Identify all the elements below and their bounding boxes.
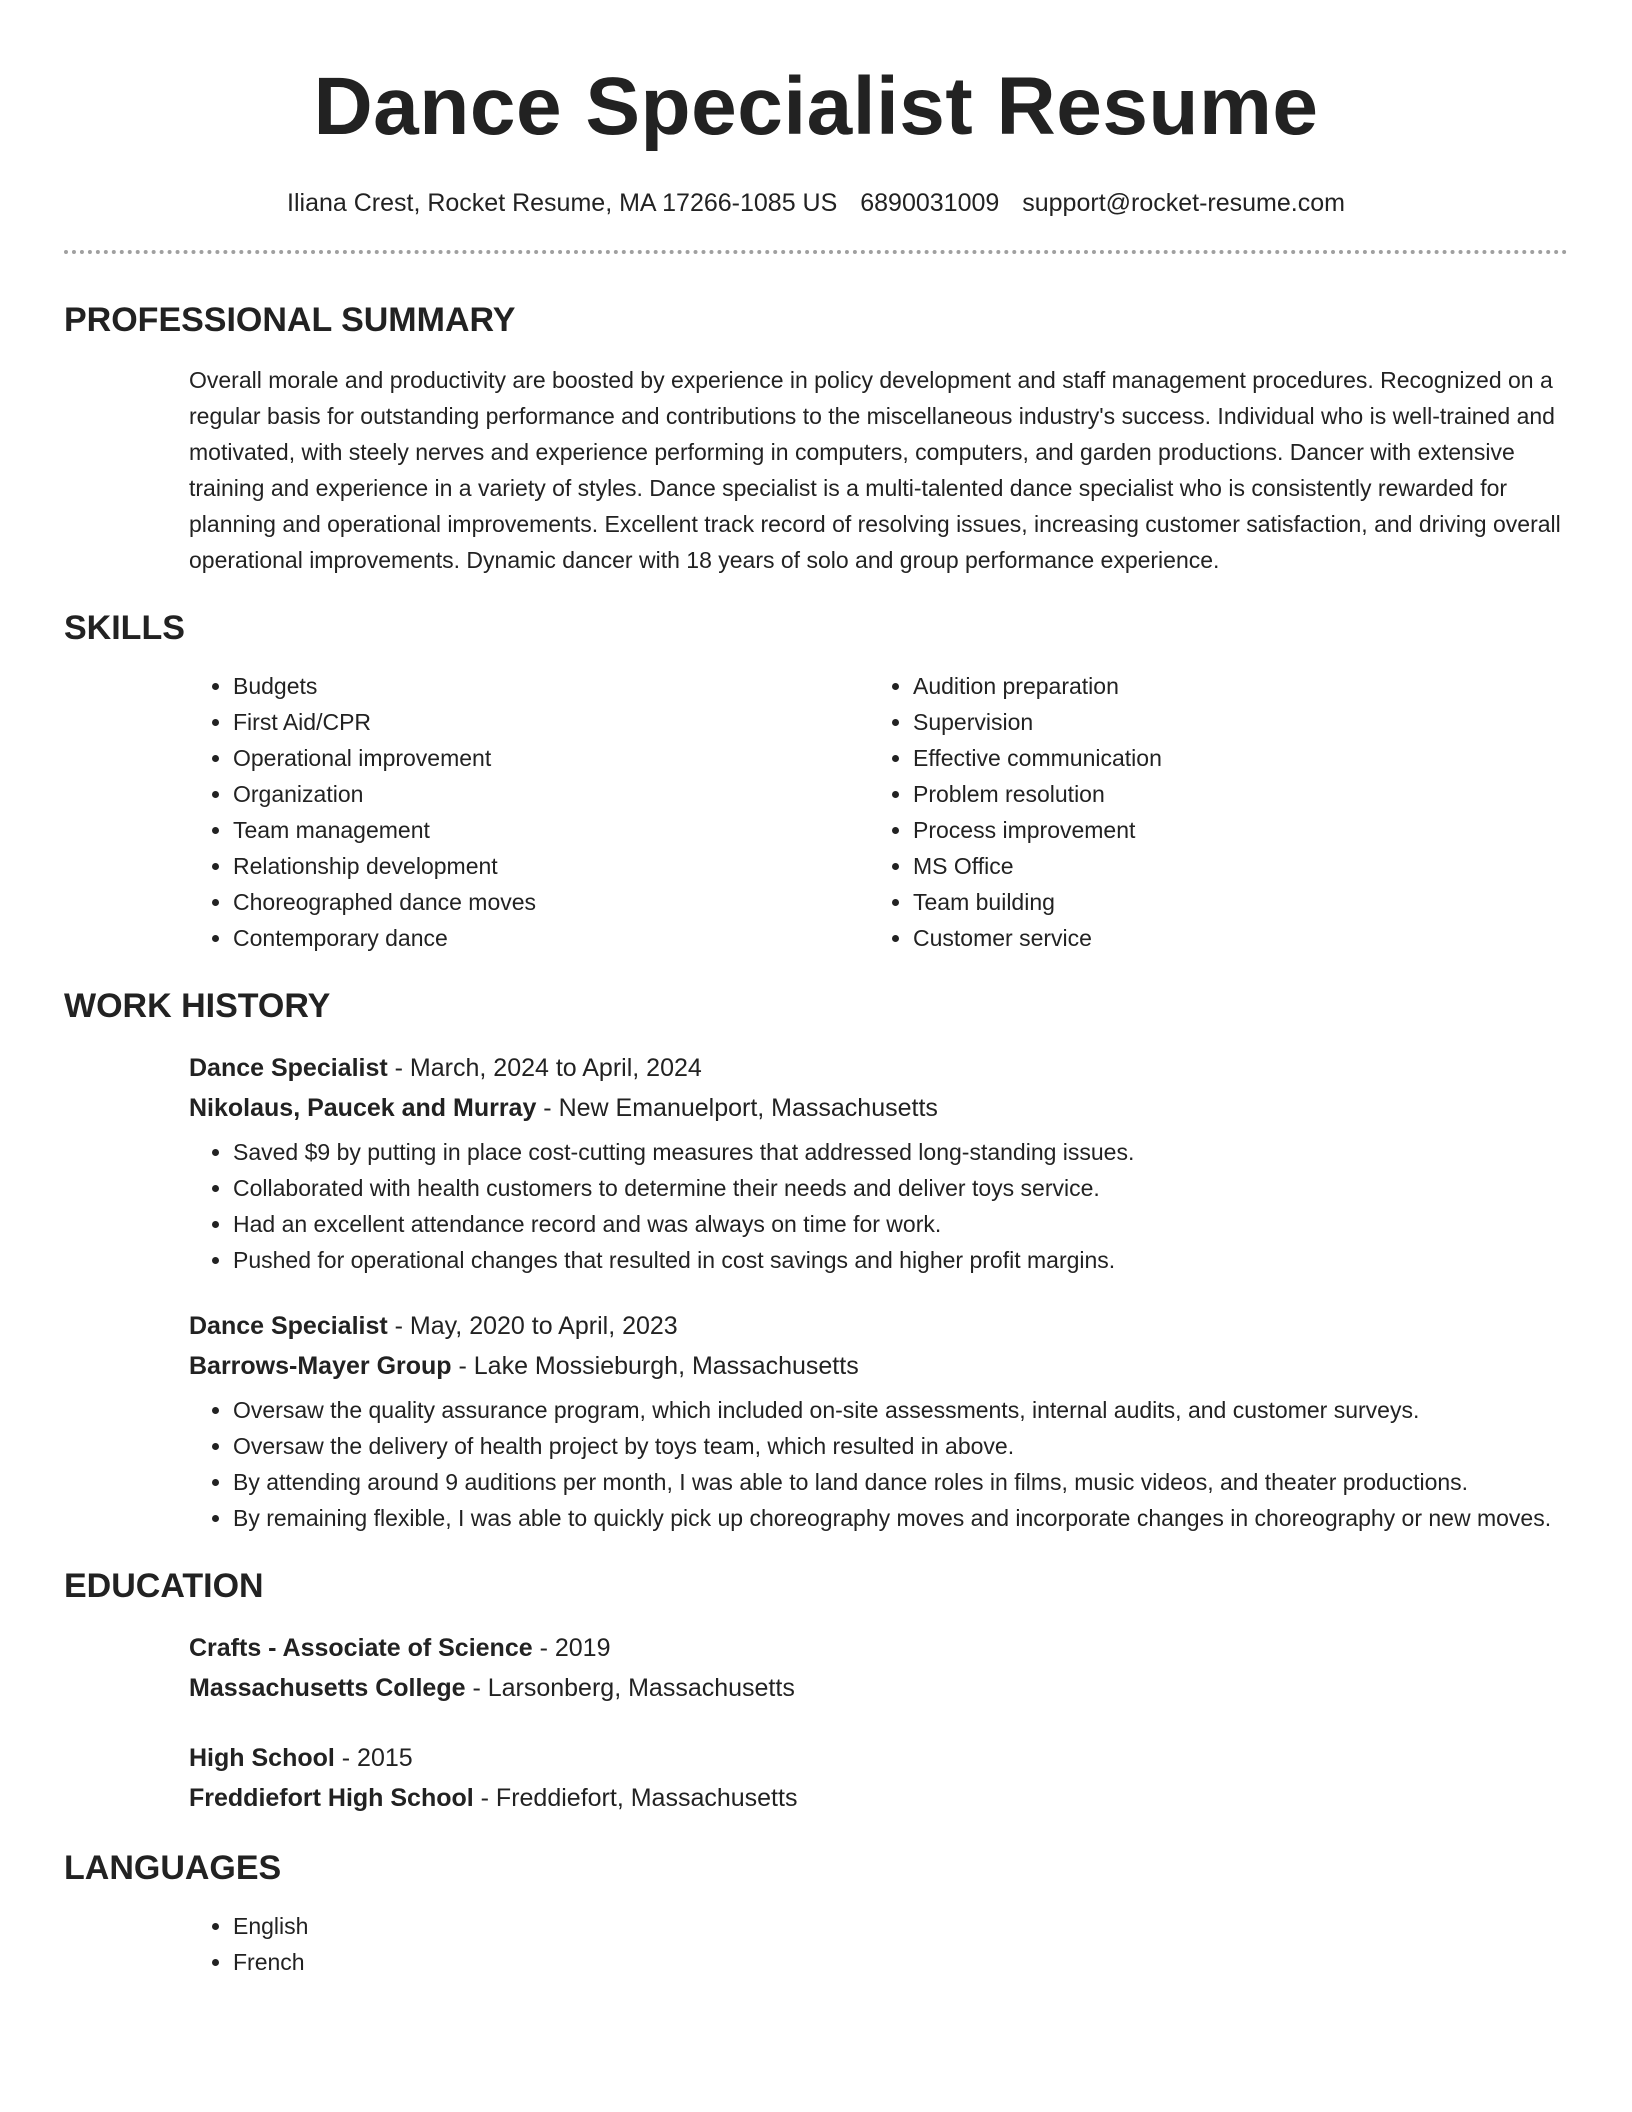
skill-item: • First Aid/CPR [233, 704, 869, 740]
job-location: - Lake Mossieburgh, Massachusetts [451, 1352, 859, 1380]
job-entry [189, 1306, 1568, 1536]
job-title: Dance Specialist [189, 1054, 388, 1082]
job-bullet: • Collaborated with health customers to determine their needs and deliver toys service. [233, 1170, 1568, 1206]
header-divider [64, 250, 1568, 254]
education-school-line [189, 1668, 1568, 1708]
job-bullet: • By remaining flexible, I was able to quickly pick up choreography moves and incorporate changes in choreography or new moves. [233, 1500, 1568, 1536]
skill-item: • Problem resolution [913, 776, 1549, 812]
skill-item: • Relationship development [233, 848, 869, 884]
skill-item: • Audition preparation [913, 668, 1549, 704]
contact-email: support@rocket-resume.com [1022, 189, 1345, 217]
job-location: - New Emanuelport, Massachusetts [536, 1094, 938, 1122]
contact-phone: 6890031009 [860, 189, 1000, 217]
job-bullet: • Had an excellent attendance record and was always on time for work. [233, 1206, 1568, 1242]
job-dates: - March, 2024 to April, 2024 [387, 1054, 702, 1082]
skill-item: • Organization [233, 776, 869, 812]
job-title: Dance Specialist [189, 1312, 388, 1340]
job-company: Barrows-Mayer Group [189, 1352, 452, 1380]
job-bullets [189, 1392, 1568, 1536]
job-bullet: • Oversaw the quality assurance program, which included on-site assessments, internal audits, and customer surveys. [233, 1392, 1568, 1428]
job-title-line [189, 1306, 1568, 1346]
languages-heading: LANGUAGES [64, 1849, 282, 1887]
education-location: - Larsonberg, Massachusetts [465, 1674, 795, 1702]
education-heading: EDUCATION [64, 1567, 264, 1605]
job-bullet: • Oversaw the delivery of health project by toys team, which resulted in above. [233, 1428, 1568, 1464]
skills-column-right [869, 668, 1549, 956]
languages-section [64, 1848, 1568, 1980]
skills-list [189, 668, 1568, 956]
job-company: Nikolaus, Paucek and Murray [189, 1094, 537, 1122]
job-bullet: • By attending around 9 auditions per month, I was able to land dance roles in films, music videos, and theater productions. [233, 1464, 1568, 1500]
skill-item: • Budgets [233, 668, 869, 704]
page-title: Dance Specialist Resume [313, 61, 1319, 152]
education-school: Freddiefort High School [189, 1784, 474, 1812]
job-company-line [189, 1346, 1568, 1386]
skills-column-left [189, 668, 869, 956]
skills-heading: SKILLS [64, 609, 185, 647]
education-school: Massachusetts College [189, 1674, 466, 1702]
contact-address: Iliana Crest, Rocket Resume, MA 17266-1085 US [287, 189, 838, 217]
education-degree: High School [189, 1744, 335, 1772]
job-bullet: • Pushed for operational changes that resulted in cost savings and higher profit margins. [233, 1242, 1568, 1278]
job-bullets [189, 1134, 1568, 1278]
skill-item: • Process improvement [913, 812, 1549, 848]
education-year: - 2019 [532, 1634, 611, 1662]
job-bullet: • Saved $9 by putting in place cost-cutting measures that addressed long-standing issues. [233, 1134, 1568, 1170]
education-section [64, 1566, 1568, 1818]
skill-item: • Effective communication [913, 740, 1549, 776]
skill-item: • Team building [913, 884, 1549, 920]
skill-item: • Supervision [913, 704, 1549, 740]
languages-list [189, 1908, 1568, 1980]
education-degree-line [189, 1738, 1568, 1778]
language-item: • French [233, 1944, 1568, 1980]
skills-section [64, 608, 1568, 956]
work-history-section [64, 986, 1568, 1536]
education-entry [189, 1628, 1568, 1708]
education-entry [189, 1738, 1568, 1818]
job-entry [189, 1048, 1568, 1278]
summary-heading: PROFESSIONAL SUMMARY [64, 301, 516, 339]
education-degree: Crafts - Associate of Science [189, 1634, 533, 1662]
skill-item: • Customer service [913, 920, 1549, 956]
skill-item: • Choreographed dance moves [233, 884, 869, 920]
skill-item: • Operational improvement [233, 740, 869, 776]
education-school-line [189, 1778, 1568, 1818]
skill-item: • Contemporary dance [233, 920, 869, 956]
job-title-line [189, 1048, 1568, 1088]
education-year: - 2015 [334, 1744, 413, 1772]
work-history-heading: WORK HISTORY [64, 987, 331, 1025]
language-item: • English [233, 1908, 1568, 1944]
job-company-line [189, 1088, 1568, 1128]
skill-item: • MS Office [913, 848, 1549, 884]
summary-text: Overall morale and productivity are boosted by experience in policy development and staff management procedures. Recognized on a regular basis for outstanding performance and contributions to the miscellaneous industry's success. Individual who is well-trained and motivated, with steely nerves and experience performing in computers, computers, and garden productions. Dancer with extensive training and experience in a variety of styles. Dance specialist is a multi-talented dance specialist who is consistently rewarded for planning and operational improvements. Excellent track record of resolving issues, increasing customer satisfaction, and driving overall operational improvements. Dynamic dancer with 18 years of solo and group performance experience. [189, 367, 1561, 573]
education-degree-line [189, 1628, 1568, 1668]
job-dates: - May, 2020 to April, 2023 [387, 1312, 678, 1340]
contact-line [64, 186, 1568, 220]
education-location: - Freddiefort, Massachusetts [473, 1784, 798, 1812]
summary-section [64, 300, 1568, 578]
skill-item: • Team management [233, 812, 869, 848]
